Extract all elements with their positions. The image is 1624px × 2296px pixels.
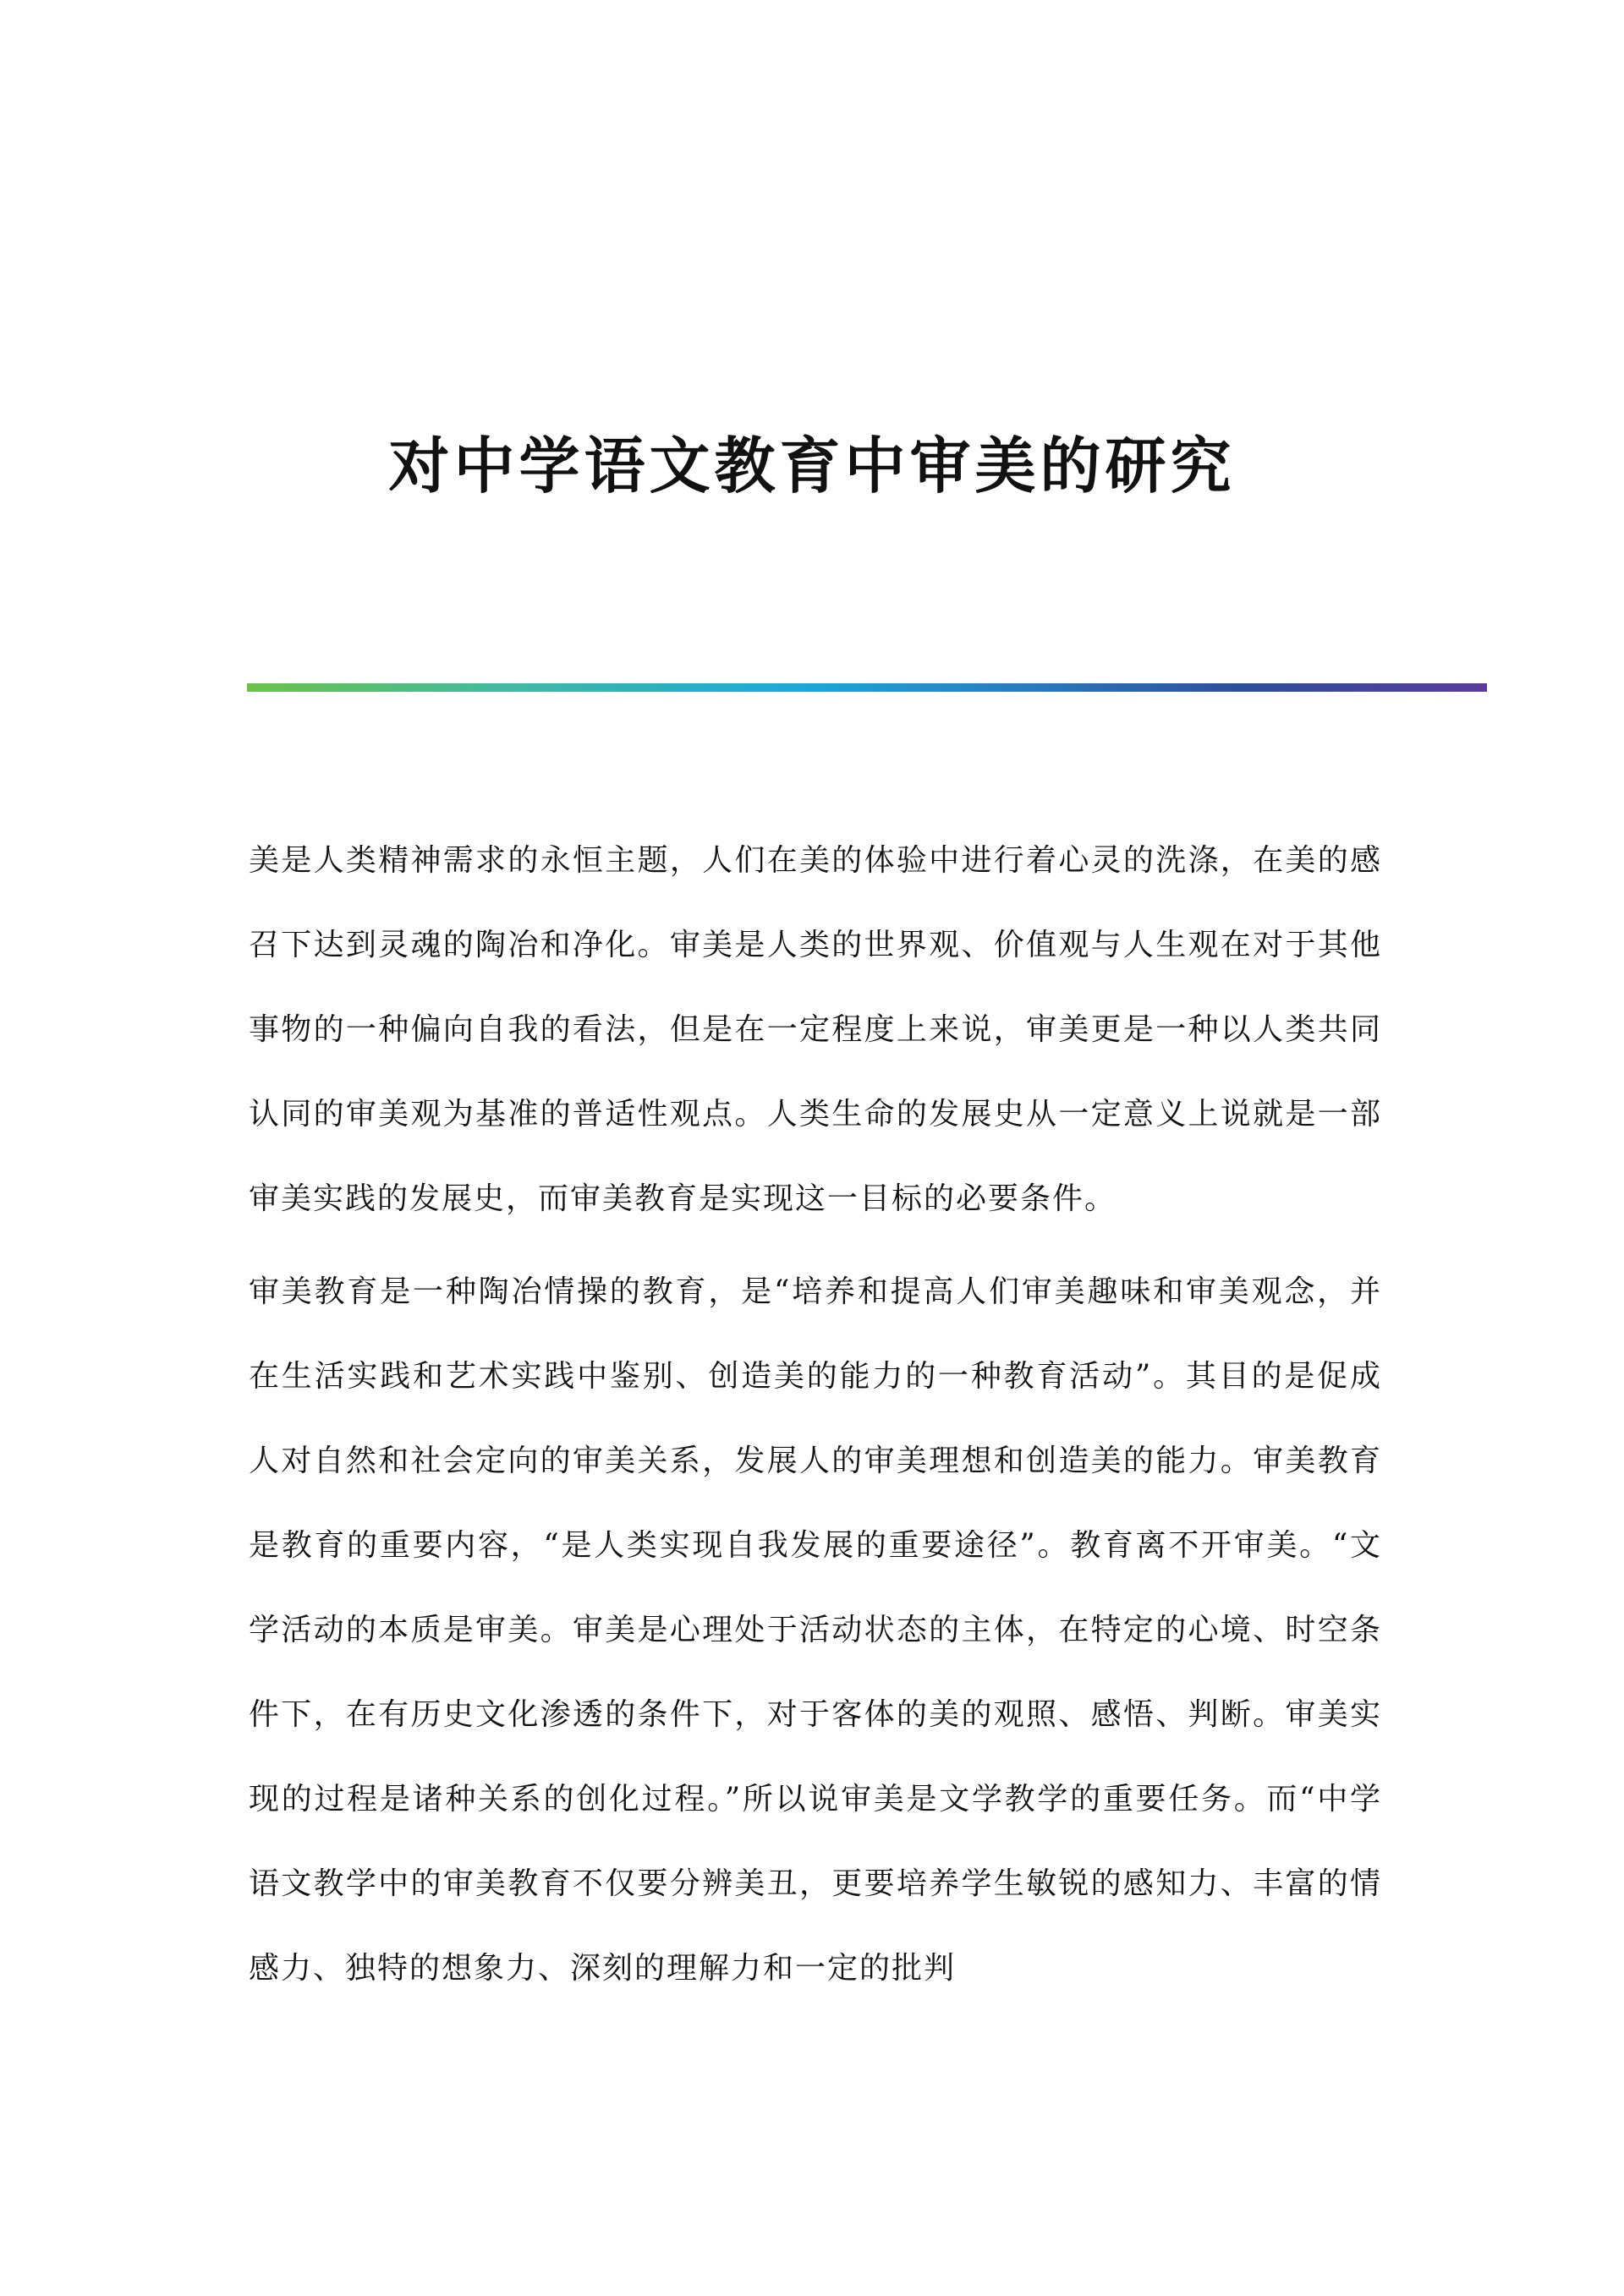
document-body <box>249 819 1382 2019</box>
paragraph-2: 审美教育是一种陶冶情操的教育，是“培养和提高人们审美趣味和审美观念，并在生活实践和艺术实践中鉴别、创造美的能力的一种教育活动”。其目的是促成人对自然和社会定向的审美关系，发展人的审美理想和创造美的能力。审美教育是教育的重要内容，“是人类实现自我发展的重要途径”。教育离不开审美。“文学活动的本质是审美。审美是心理处于活动状态的主体，在特定的心境、时空条件下，在有历史文化渗透的条件下，对于客体的美的观照、感悟、判断。审美实现的过程是诸种关系的创化过程。”所以说审美是文学教学的重要任务。而“中学语文教学中的审美教育不仅要分辨美丑，更要培养学生敏锐的感知力、丰富的情感力、独特的想象力、深刻的理解力和一定的批判 <box>249 1274 1382 1986</box>
paragraph-1: 美是人类精神需求的永恒主题，人们在美的体验中进行着心灵的洗涤，在美的感召下达到灵魂的陶冶和净化。审美是人类的世界观、价值观与人生观在对于其他事物的一种偏向自我的看法，但是在一定程度上来说，审美更是一种以人类共同认同的审美观为基准的普适性观点。人类生命的发展史从一定意义上说就是一部审美实践的发展史，而审美教育是实现这一目标的必要条件。 <box>249 843 1382 1216</box>
page-title: 对中学语文教育中审美的研究 <box>388 430 1236 502</box>
title-gradient-divider <box>247 683 1487 692</box>
